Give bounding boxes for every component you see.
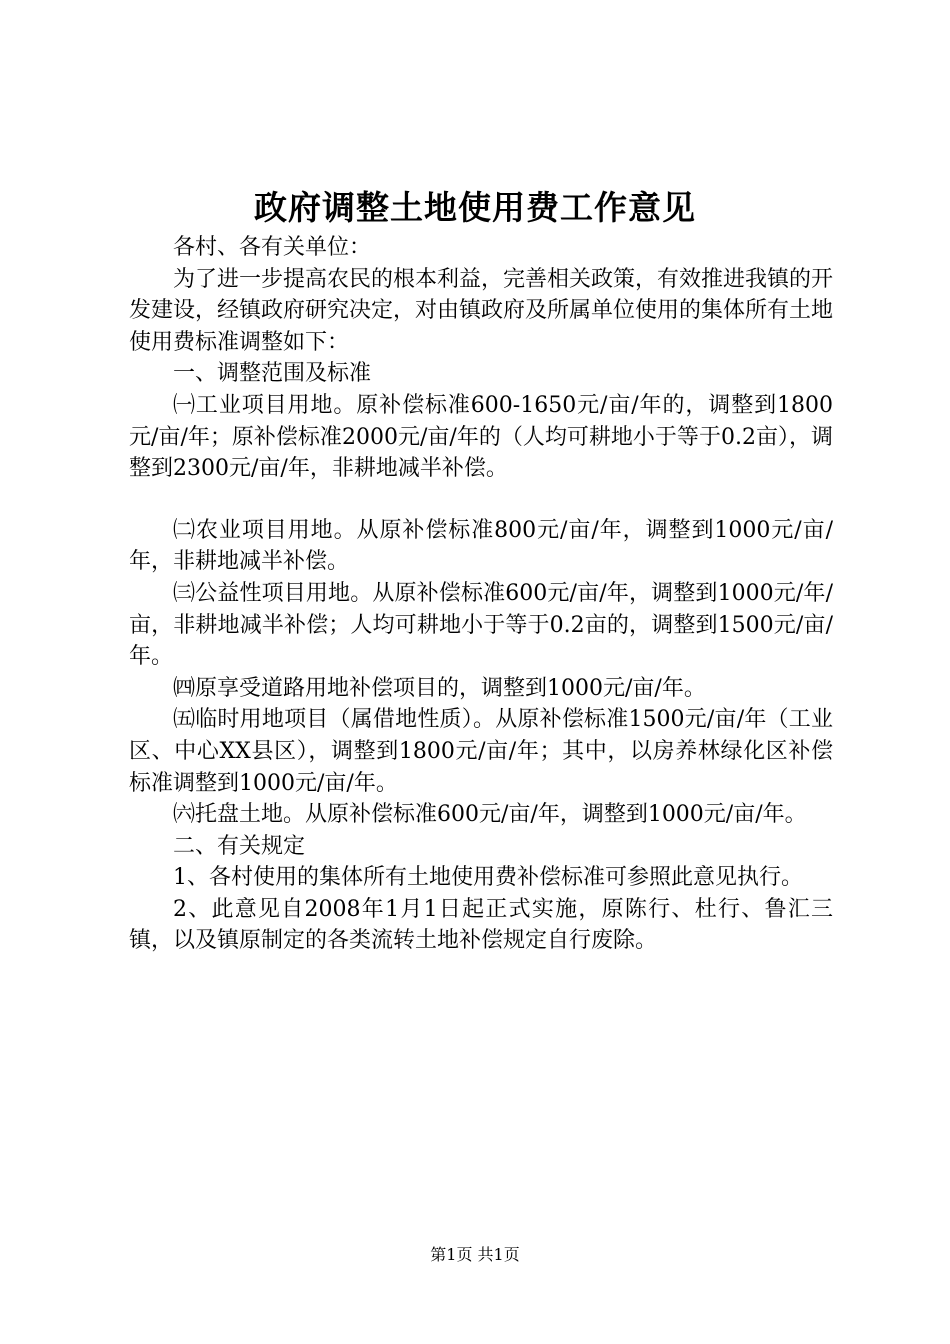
salutation: 各村、各有关单位： — [173, 235, 372, 260]
item-tray-land: ㈥托盘土地。从原补偿标准600元/亩/年，调整到1000元/亩/年。 — [173, 802, 807, 828]
item-temporary-land: ㈤临时用地项目（属借地性质）。从原补偿标准1500元/亩/年（工业区、中心XX县区），调整到1800元/亩/年；其中，以房养林绿化区补偿标准调整到1000元/亩/年。 — [129, 707, 833, 796]
item-industrial-land: ㈠工业项目用地。原补偿标准600-1650元/亩/年的，调整到1800元/亩/年；原补偿标准2000元/亩/年的（人均可耕地小于等于0.2亩），调整到2300元/亩/年，非耕地减半补偿。 — [129, 392, 833, 482]
intro-paragraph: 为了进一步提高农民的根本利益，完善相关政策，有效推进我镇的开发建设，经镇政府研究决定，对由镇政府及所属单位使用的集体所有土地使用费标准调整如下： — [129, 266, 834, 355]
page-footer: 第1页 共1页 — [430, 1245, 520, 1264]
item-road-land: ㈣原享受道路用地补偿项目的，调整到1000元/亩/年。 — [173, 675, 706, 701]
document-body — [129, 232, 833, 957]
rule-1: 1、各村使用的集体所有土地使用费补偿标准可参照此意见执行。 — [173, 865, 803, 891]
document-title: 政府调整土地使用费工作意见 — [254, 188, 696, 227]
section-heading-rules: 二、有关规定 — [173, 833, 306, 859]
item-agricultural-land: ㈡农业项目用地。从原补偿标准800元/亩/年，调整到1000元/亩/年，非耕地减半补偿。 — [129, 517, 833, 575]
item-public-welfare-land: ㈢公益性项目用地。从原补偿标准600元/亩/年，调整到1000元/年/亩，非耕地减半补偿；人均可耕地小于等于0.2亩的，调整到1500元/亩/年。 — [129, 580, 833, 670]
rule-2: 2、此意见自2008年1月1日起正式实施，原陈行、杜行、鲁汇三镇，以及镇原制定的各类流转土地补偿规定自行废除。 — [129, 896, 833, 954]
paragraph-gap — [129, 485, 833, 515]
section-heading-scope: 一、调整范围及标准 — [173, 361, 372, 387]
